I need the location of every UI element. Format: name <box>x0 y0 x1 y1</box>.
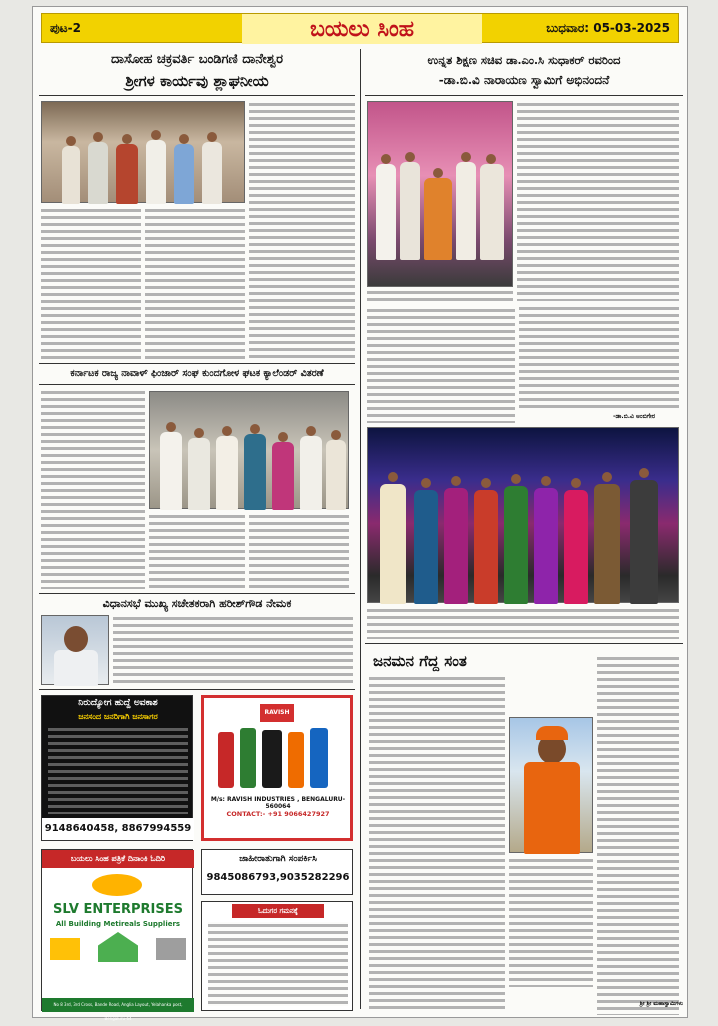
article-3-headline: ಕರ್ನಾಟಕ ರಾಜ್ಯ ನಾವಾಳ್ ಫಿಂಜಾರ್ ಸಂಘ ಕುಂದಗೋಳ ಘಟಕ ಕ್ಯಾಲೆಂಡರ್ ವಿತರಣೆ <box>70 368 324 379</box>
product-bottle <box>240 728 256 788</box>
product-bottle <box>288 732 304 788</box>
article-4-body <box>113 615 353 685</box>
readers-notice <box>201 901 353 1011</box>
product-bottle <box>262 730 282 788</box>
notice-title: ಓದುಗರ ಗಮನಕ್ಕೆ <box>232 904 324 918</box>
article-2-headline-line-2: -ಡಾ.ಬಿ.ವಿ ನಾರಾಯಣ ಸ್ವಾಮಿಗೆ ಅಭಿನಂದನೆ <box>438 73 610 87</box>
article-5-body-col-2 <box>597 655 679 1015</box>
article-1-headline-line-1: ದಾಸೋಹ ಚಕ್ರವರ್ತಿ ಬಂಡಿಗಣಿ ದಾನೇಶ್ವರ <box>110 52 284 67</box>
job-ad <box>41 695 193 841</box>
article-3-body-col-2 <box>149 513 245 589</box>
slv-name: SLV ENTERPRISES <box>53 902 183 917</box>
article-4-headline: ವಿಧಾನಸಭೆ ಮುಖ್ಯ ಸಚೇತಕರಾಗಿ ಹರೀಶ್‌ಗೌಡ ನೇಮಕ <box>102 597 292 610</box>
newspaper-title: ಬಯಲು ಸಿಂಹ <box>242 14 482 44</box>
advertise-contact-box <box>201 849 353 895</box>
newspaper-page <box>32 6 688 1021</box>
article-3-body-col-1 <box>41 389 145 589</box>
house-icon <box>98 932 138 962</box>
rule <box>39 593 355 594</box>
article-3-body-col-3 <box>249 513 349 589</box>
job-ad-body <box>48 726 188 814</box>
article-2-body-col-2 <box>367 307 515 423</box>
stage-event-caption <box>367 607 679 639</box>
product-bottle <box>310 728 328 788</box>
article-2-caption <box>367 289 513 305</box>
contact-phone: 9845086793,9035282296 <box>206 872 350 883</box>
contact-title: ಜಾಹೀರಾತುಗಾಗಿ ಸಂಪರ್ಕಿಸಿ <box>239 854 317 864</box>
article-3-photo <box>149 391 349 509</box>
article-4-photo <box>41 615 109 685</box>
article-1-body-col-3 <box>249 101 355 359</box>
ravish-logo: RAVISH <box>260 704 294 722</box>
job-ad-title: ನಿರುದ್ಯೋಗ ಹುದ್ದೆ ಅವಕಾಶ <box>78 698 158 708</box>
article-2-signoff: -ಡಾ.ಬಿ.ವಿ ಅಂಬಿಗೇರ <box>613 413 656 420</box>
notice-body <box>208 922 348 1006</box>
stage-event-photo <box>367 427 679 603</box>
article-1-photo <box>41 101 245 203</box>
slv-tagline: All Building Metireals Suppliers <box>55 920 181 928</box>
rule <box>39 689 355 690</box>
rule <box>39 363 355 364</box>
rule <box>39 384 355 385</box>
rule <box>365 643 683 644</box>
job-ad-phone: 9148640458, 8867994559 <box>42 818 194 840</box>
article-2-body-col-1 <box>517 101 679 301</box>
slv-address: No 8 3rd, 3rd Cross, Bande Road, Anglia Layout, Yelahanka post, Bengaluru-64 <box>42 998 194 1012</box>
product-bottle <box>218 732 234 788</box>
rule <box>365 95 683 96</box>
job-ad-subtitle: ಜನಸಂದ ಜನರಿಗಾಗಿ ಜನಸಾಗರ <box>78 712 158 721</box>
truck-icon <box>50 938 80 960</box>
issue-date: ಬುಧವಾರ: 05-03-2025 <box>546 21 670 35</box>
mixer-icon <box>156 938 186 960</box>
column-divider <box>360 49 361 1009</box>
article-5-byline: ಶ್ರೀ ಶ್ರೀ ಮಹಾಸ್ವಾಮಿಗಳು <box>639 1001 683 1007</box>
slv-enterprises-ad <box>41 849 193 1021</box>
article-1-body-col-2 <box>145 207 245 359</box>
rule <box>39 95 355 96</box>
article-5-body-col-1 <box>369 675 505 1011</box>
article-5-body-col-3 <box>509 857 593 987</box>
article-1-headline-line-2: ಶ್ರೀಗಳ ಕಾರ್ಯವು ಶ್ಲಾಘನೀಯ <box>125 72 269 90</box>
article-2-headline-line-1: ಉನ್ನತ ಶಿಕ್ಷಣ ಸಚಿವ ಡಾ.ಎಂ.ಸಿ ಸುಧಾಕರ್ ರವರಿಂದ <box>427 53 621 67</box>
page-number: ಪುಟ-2 <box>50 21 81 35</box>
ravish-company: M/s: RAVISH INDUSTRIES , BENGALURU-560064 <box>210 796 346 810</box>
article-5-headline: ಜನಮನ ಗೆದ್ದ ಸಂತ <box>373 652 467 670</box>
saint-photo <box>509 717 593 853</box>
article-1-body-col-1 <box>41 207 141 359</box>
slv-banner: ಬಯಲು ಸಿಂಹ ಪತ್ರಿಕೆ ದಿನಾಂಕಿ ಓದಿರಿ <box>42 850 194 868</box>
masthead <box>41 13 679 43</box>
ravish-contact: CONTACT:- +91 9066427927 <box>226 810 330 818</box>
om-symbol-icon <box>92 874 142 896</box>
ravish-industries-ad <box>201 695 353 841</box>
article-2-body-col-3 <box>519 305 679 411</box>
article-2-photo <box>367 101 513 287</box>
